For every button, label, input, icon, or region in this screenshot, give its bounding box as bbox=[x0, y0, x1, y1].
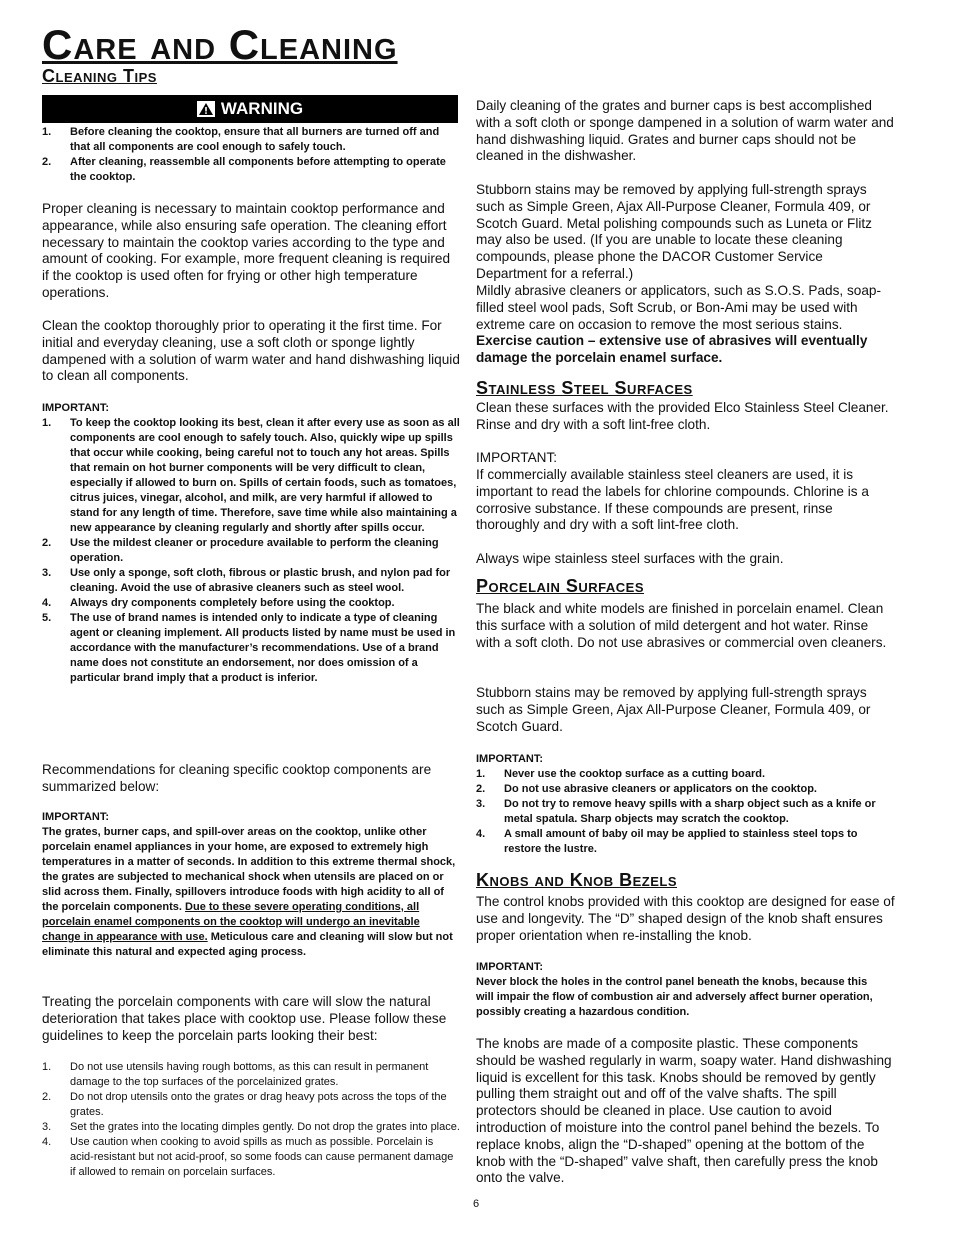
list-item: 1. Do not use utensils having rough bottoms, as this can result in permanent damage to the top surfaces of the porcelainized grates. bbox=[42, 1061, 429, 1088]
paragraph: The black and white models are finished in porcelain enamel. Clean this surface with a solution of mild detergent and hot water. Rinse with a soft cloth. Do not use abrasives or commercial oven cleaners. bbox=[476, 601, 887, 650]
list-item: 3. Do not try to remove heavy spills with a sharp object such as a knife or metal spatula. Sharp objects may scratch the cooktop. bbox=[476, 798, 876, 825]
list-item: 4. A small amount of baby oil may be applied to stainless steel tops to restore the lustre. bbox=[476, 828, 858, 855]
paragraph: Proper cleaning is necessary to maintain cooktop performance and appearance, while also ensuring safe operation. The cleaning effort necessary to maintain the cooktop varies according to the type and amount of cooking. For example, more frequent cleaning is required if the cooktop is used often for frying or other high temperature operations. bbox=[42, 201, 451, 300]
paragraph: If commercially available stainless steel cleaners are used, it is important to read the labels for chlorine compounds. Chlorine is a corrosive substance. If these compounds are present, rinse thoroughly and dry with a soft lint-free cloth. bbox=[476, 467, 869, 533]
paragraph: The knobs are made of a composite plastic. These components should be washed regularly in warm, soapy water. Hand dishwashing liquid is excellent for this task. Knobs should be removed by gently pulling them straight out and off of the valve shafts. The spill protectors should be cleaned in place. Use caution to avoid introduction of moisture into the control panel behind the bezels. To replace knobs, align the “D-shaped” opening at the bottom of the knob with the “D-shaped” valve shaft, then carefully press the knob onto the valve. bbox=[476, 1036, 892, 1186]
paragraph: Stubborn stains may be removed by applying full-strength sprays such as Simple Green, Ajax All-Purpose Cleaner, Formula 409, or Scotch Guard. Metal polishing compounds such as Luneta or Flitz may also be used. (If you are unable to locate these cleaning compounds, please phone the DACOR Customer Service Department for a referral.) bbox=[476, 182, 872, 281]
paragraph: Mildly abrasive cleaners or applicators, such as S.O.S. Pads, soap-filled steel wool pads, Soft Scrub, or Bon-Ami may be used with extreme care on occasion to remove the most serious stains. Exercise caution – extensive use of abrasives will eventually damage the porcelain enamel surface. bbox=[476, 283, 881, 366]
important-label: IMPORTANT: bbox=[42, 402, 110, 414]
important-label: IMPORTANT: bbox=[42, 811, 110, 823]
important-label: IMPORTANT: bbox=[476, 753, 544, 765]
section-title-porcelain: Porcelain Surfaces bbox=[476, 576, 645, 596]
important-note: Never block the holes in the control panel beneath the knobs, because this will impair the flow of combustion air and adversely affect burner operation, possibly creating a hazardous condition. bbox=[476, 976, 873, 1018]
important-label: IMPORTANT: bbox=[476, 450, 558, 465]
important-label: IMPORTANT: bbox=[476, 961, 544, 973]
paragraph: Daily cleaning of the grates and burner caps is best accomplished with a soft cloth or sponge dampened in a solution of warm water and hand dishwashing liquid. Grates and burner caps should not be cleaned in the dishwasher. bbox=[476, 98, 894, 164]
important-list bbox=[42, 416, 460, 686]
paragraph: Clean the cooktop thoroughly prior to operating it the first time. For initial and everyday cleaning, use a soft cloth or sponge lightly dampened with a solution of warm water and hand dishwashing liquid to clean all components. bbox=[42, 318, 460, 384]
section-title-stainless: Stainless Steel Surfaces bbox=[476, 378, 693, 398]
list-item: 3. Set the grates into the locating dimples gently. Do not drop the grates into place. bbox=[42, 1121, 460, 1133]
paragraph: Clean these surfaces with the provided Elco Stainless Steel Cleaner. Rinse and dry with a soft lint-free cloth. bbox=[476, 400, 889, 432]
list-item: 1. Before cleaning the cooktop, ensure that all burners are turned off and that all components are cool enough to safely touch. bbox=[42, 126, 440, 153]
paragraph: The control knobs provided with this cooktop are designed for ease of use and longevity. The “D” shaped design of the knob shaft ensures proper orientation when re-installing the knob. bbox=[476, 894, 895, 943]
warning-list bbox=[42, 125, 458, 185]
page-number: 6 bbox=[473, 1198, 480, 1210]
page-title: Care and Cleaning bbox=[42, 21, 398, 68]
list-item: 3. Use only a sponge, soft cloth, fibrous or plastic brush, and nylon pad for cleaning. Avoid the use of abrasive cleaners such as steel wool. bbox=[42, 567, 451, 594]
important-note: The grates, burner caps, and spill-over areas on the cooktop, unlike other porcelain enamel appliances in your home, are exposed to extremely high temperatures in a matter of seconds. In addition to this extreme thermal shock, the grates are subjected to mechanical shock when utensils are placed on or slid across them. Finally, spillovers introduce foods with high acidity to all of the porcelain components. Due to these severe operating conditions, all porcelain enamel components on the cooktop will undergo an inevitable change in appearance with use. Meticulous care and cleaning will slow but not eliminate this natural and expected aging process. bbox=[42, 826, 456, 958]
warning-banner bbox=[42, 95, 458, 123]
guidelines-list bbox=[42, 1060, 460, 1180]
list-item: 2. After cleaning, reassemble all components before attempting to operate the cooktop. bbox=[42, 156, 446, 183]
porcelain-list bbox=[476, 767, 896, 857]
list-item: 1. To keep the cooktop looking its best, clean it after every use as soon as all components are cool enough to safely touch. Also, quickly wipe up spills that occur while cooking, being careful not to touch any hot areas. Spills that remain on hot burner components will be very difficult to clean, especially if allowed to burn on. Spills of certain foods, such as tomatoes, citrus juices, vinegar, alcohol, and milk, are very harmful if allowed to stand for any length of time. Therefore, save time while also maintaining a new appearance by cleaning regularly and shortly after spills occur. bbox=[42, 417, 460, 534]
list-item: 5. The use of brand names is intended only to indicate a type of cleaning agent or cleaning implement. All products listed by name must be used in accordance with the manufacturer’s recommendations. Use of a brand name does not constitute an endorsement, nor does omission of a particular brand imply that a product is inferior. bbox=[42, 612, 456, 684]
list-item: 2. Do not drop utensils onto the grates or drag heavy pots across the tops of the grates. bbox=[42, 1091, 447, 1118]
paragraph: Stubborn stains may be removed by applying full-strength sprays such as Simple Green, Ajax All-Purpose Cleaner, Formula 409, or Scotch Guard. bbox=[476, 685, 871, 734]
paragraph: Recommendations for cleaning specific cooktop components are summarized below: bbox=[42, 762, 432, 794]
list-item: 4. Always dry components completely before using the cooktop. bbox=[42, 597, 395, 609]
list-item: 2. Do not use abrasive cleaners or applicators on the cooktop. bbox=[476, 783, 817, 795]
warning-triangle-icon bbox=[197, 101, 215, 117]
paragraph: Treating the porcelain components with care will slow the natural deterioration that takes place with cooktop use. Please follow these guidelines to keep the porcelain parts looking their best: bbox=[42, 994, 447, 1043]
list-item: 1. Never use the cooktop surface as a cutting board. bbox=[476, 768, 766, 780]
list-item: 4. Use caution when cooking to avoid spills as much as possible. Porcelain is acid-resistant but not acid-proof, so some foods can cause permanent damage if allowed to remain on porcelain surfaces. bbox=[42, 1136, 454, 1178]
paragraph: Always wipe stainless steel surfaces with the grain. bbox=[476, 551, 784, 566]
section-title-cleaning-tips: Cleaning Tips bbox=[42, 66, 157, 86]
section-title-knobs: Knobs and Knob Bezels bbox=[476, 870, 678, 890]
list-item: 2. Use the mildest cleaner or procedure available to perform the cleaning operation. bbox=[42, 537, 439, 564]
warning-label: WARNING bbox=[220, 99, 304, 118]
